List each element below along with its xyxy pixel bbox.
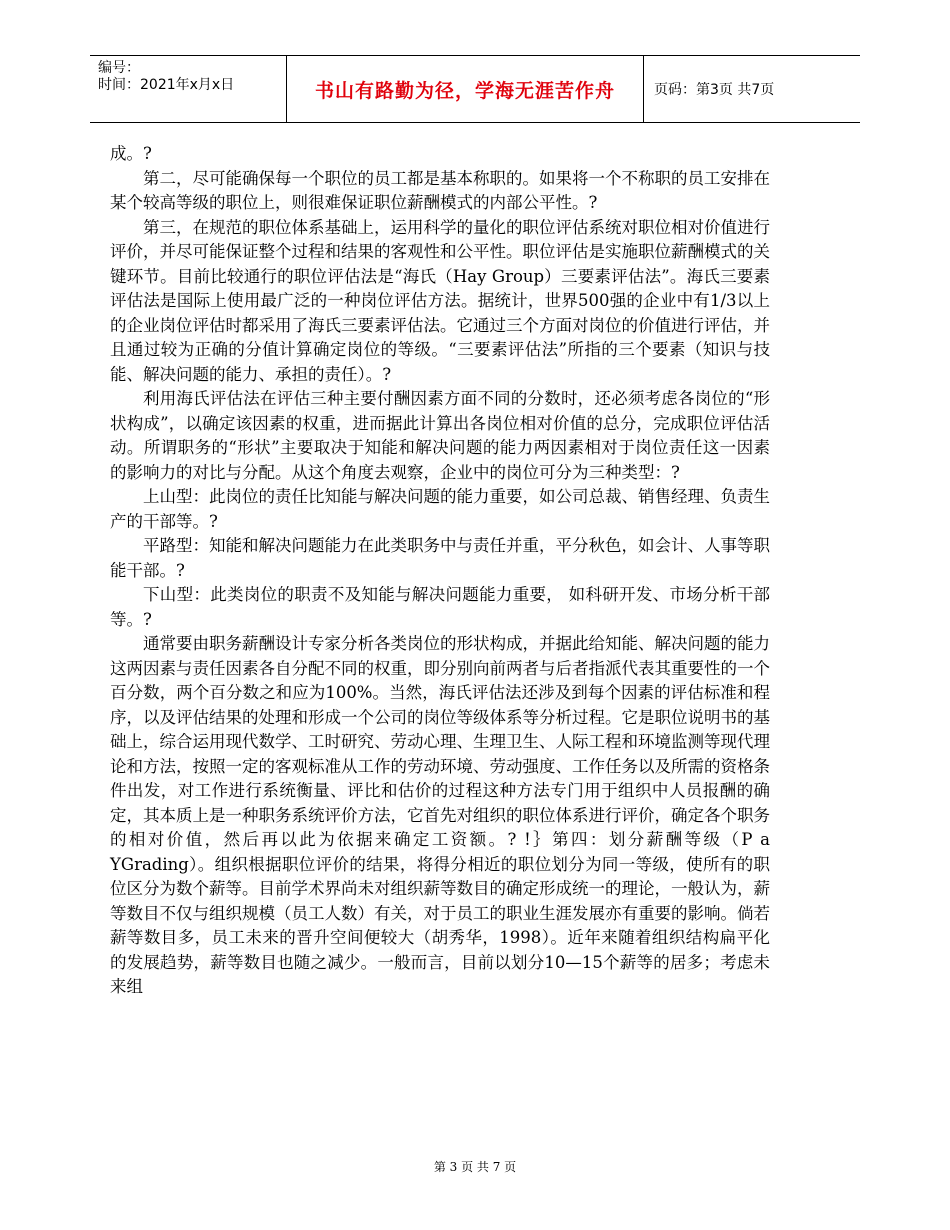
header-motto: 书山有路勤为径，学海无涯苦作舟: [286, 56, 644, 122]
header-meta: [90, 56, 286, 122]
document-body: [110, 142, 770, 1000]
body-paragraph: 平路型：知能和解决问题能力在此类职务中与责任并重，平分秋色，如会计、人事等职能干部。?: [110, 536, 770, 580]
body-paragraph: 第三，在规范的职位体系基础上，运用科学的量化的职位评估系统对职位相对价值进行评价，并尽可能保证整个过程和结果的客观性和公平性。职位评估是实施职位薪酬模式的关键环节。目前比较通行的职位评估法是“海氏（Hay Group）三要素评估法”。海氏三要素评估法是国际上使用最广泛的一种岗位评估方法。据统计，世界500强的企业中有1/3以上的企业岗位评估时都采用了海氏三要素评估法。它通过三个方面对岗位的价值进行评估，并且通过较为正确的分值计算确定岗位的等级。“三要素评估法”所指的三个要素（知识与技能、解决问题的能力、承担的责任）。?: [110, 217, 770, 384]
body-paragraph: 利用海氏评估法在评估三种主要付酬因素方面不同的分数时，还必须考虑各岗位的“形状构成”，以确定该因素的权重，进而据此计算出各岗位相对价值的总分，完成职位评估活动。所谓职务的“形状”主要取决于知能和解决问题的能力两因素相对于岗位责任这一因素的影响力的对比与分配。从这个角度去观察，企业中的岗位可分为三种类型：?: [110, 389, 770, 482]
document-date: 时间：2021年x月x日: [98, 77, 235, 93]
body-paragraph: 通常要由职务薪酬设计专家分析各类岗位的形状构成，并据此给知能、解决问题的能力这两因素与责任因素各自分配不同的权重，即分别向前两者与后者指派代表其重要性的一个百分数，两个百分数之和应为100%。当然，海氏评估法还涉及到每个因素的评估标准和程序，以及评估结果的处理和形成一个公司的岗位等级体系等分析过程。它是职位说明书的基础上，综合运用现代数学、工时研究、劳动心理、生理卫生、人际工程和环境监测等现代理论和方法，按照一定的客观标准从工作的劳动环境、劳动强度、工作任务以及所需的资格条件出发，对工作进行系统衡量、评比和估价的过程这种方法专门用于组织中人员报酬的确定，其本质上是一种职务系统评价方法，它首先对组织的职位体系进行评价，确定各个职务的相对价值，然后再以此为依据来确定工资额。? !｝第四：划分薪酬等级（P a YGrading）。组织根据职位评价的结果，将得分相近的职位划分为同一等级，使所有的职位区分为数个薪等。目前学术界尚未对组织薪等数目的确定形成统一的理论，一般认为，薪等数目不仅与组织规模（员工人数）有关，对于员工的职业生涯发展亦有重要的影响。倘若薪等数目多，员工未来的晋升空间便较大（胡秀华，1998）。近年来随着组织结构扁平化的发展趋势，薪等数目也随之减少。一般而言，目前以划分10—15个薪等的居多；考虑未来组: [110, 634, 770, 996]
page-header: [90, 55, 860, 123]
page-footer: 第 3 页 共 7 页: [433, 1160, 517, 1174]
document-number-label: 编号：: [98, 60, 140, 76]
body-paragraph: 成。?: [110, 144, 152, 163]
body-paragraph: 下山型：此类岗位的职责不及知能与解决问题能力重要， 如科研开发、市场分析干部等。?: [110, 585, 770, 629]
body-paragraph: 第二，尽可能确保每一个职位的员工都是基本称职的。如果将一个不称职的员工安排在某个较高等级的职位上，则很难保证职位薪酬模式的内部公平性。?: [110, 168, 770, 212]
header-page-info: 页码：第3页 共7页: [654, 82, 775, 98]
body-paragraph: 上山型：此岗位的责任比知能与解决问题的能力重要，如公司总裁、销售经理、负责生产的干部等。?: [110, 487, 770, 531]
